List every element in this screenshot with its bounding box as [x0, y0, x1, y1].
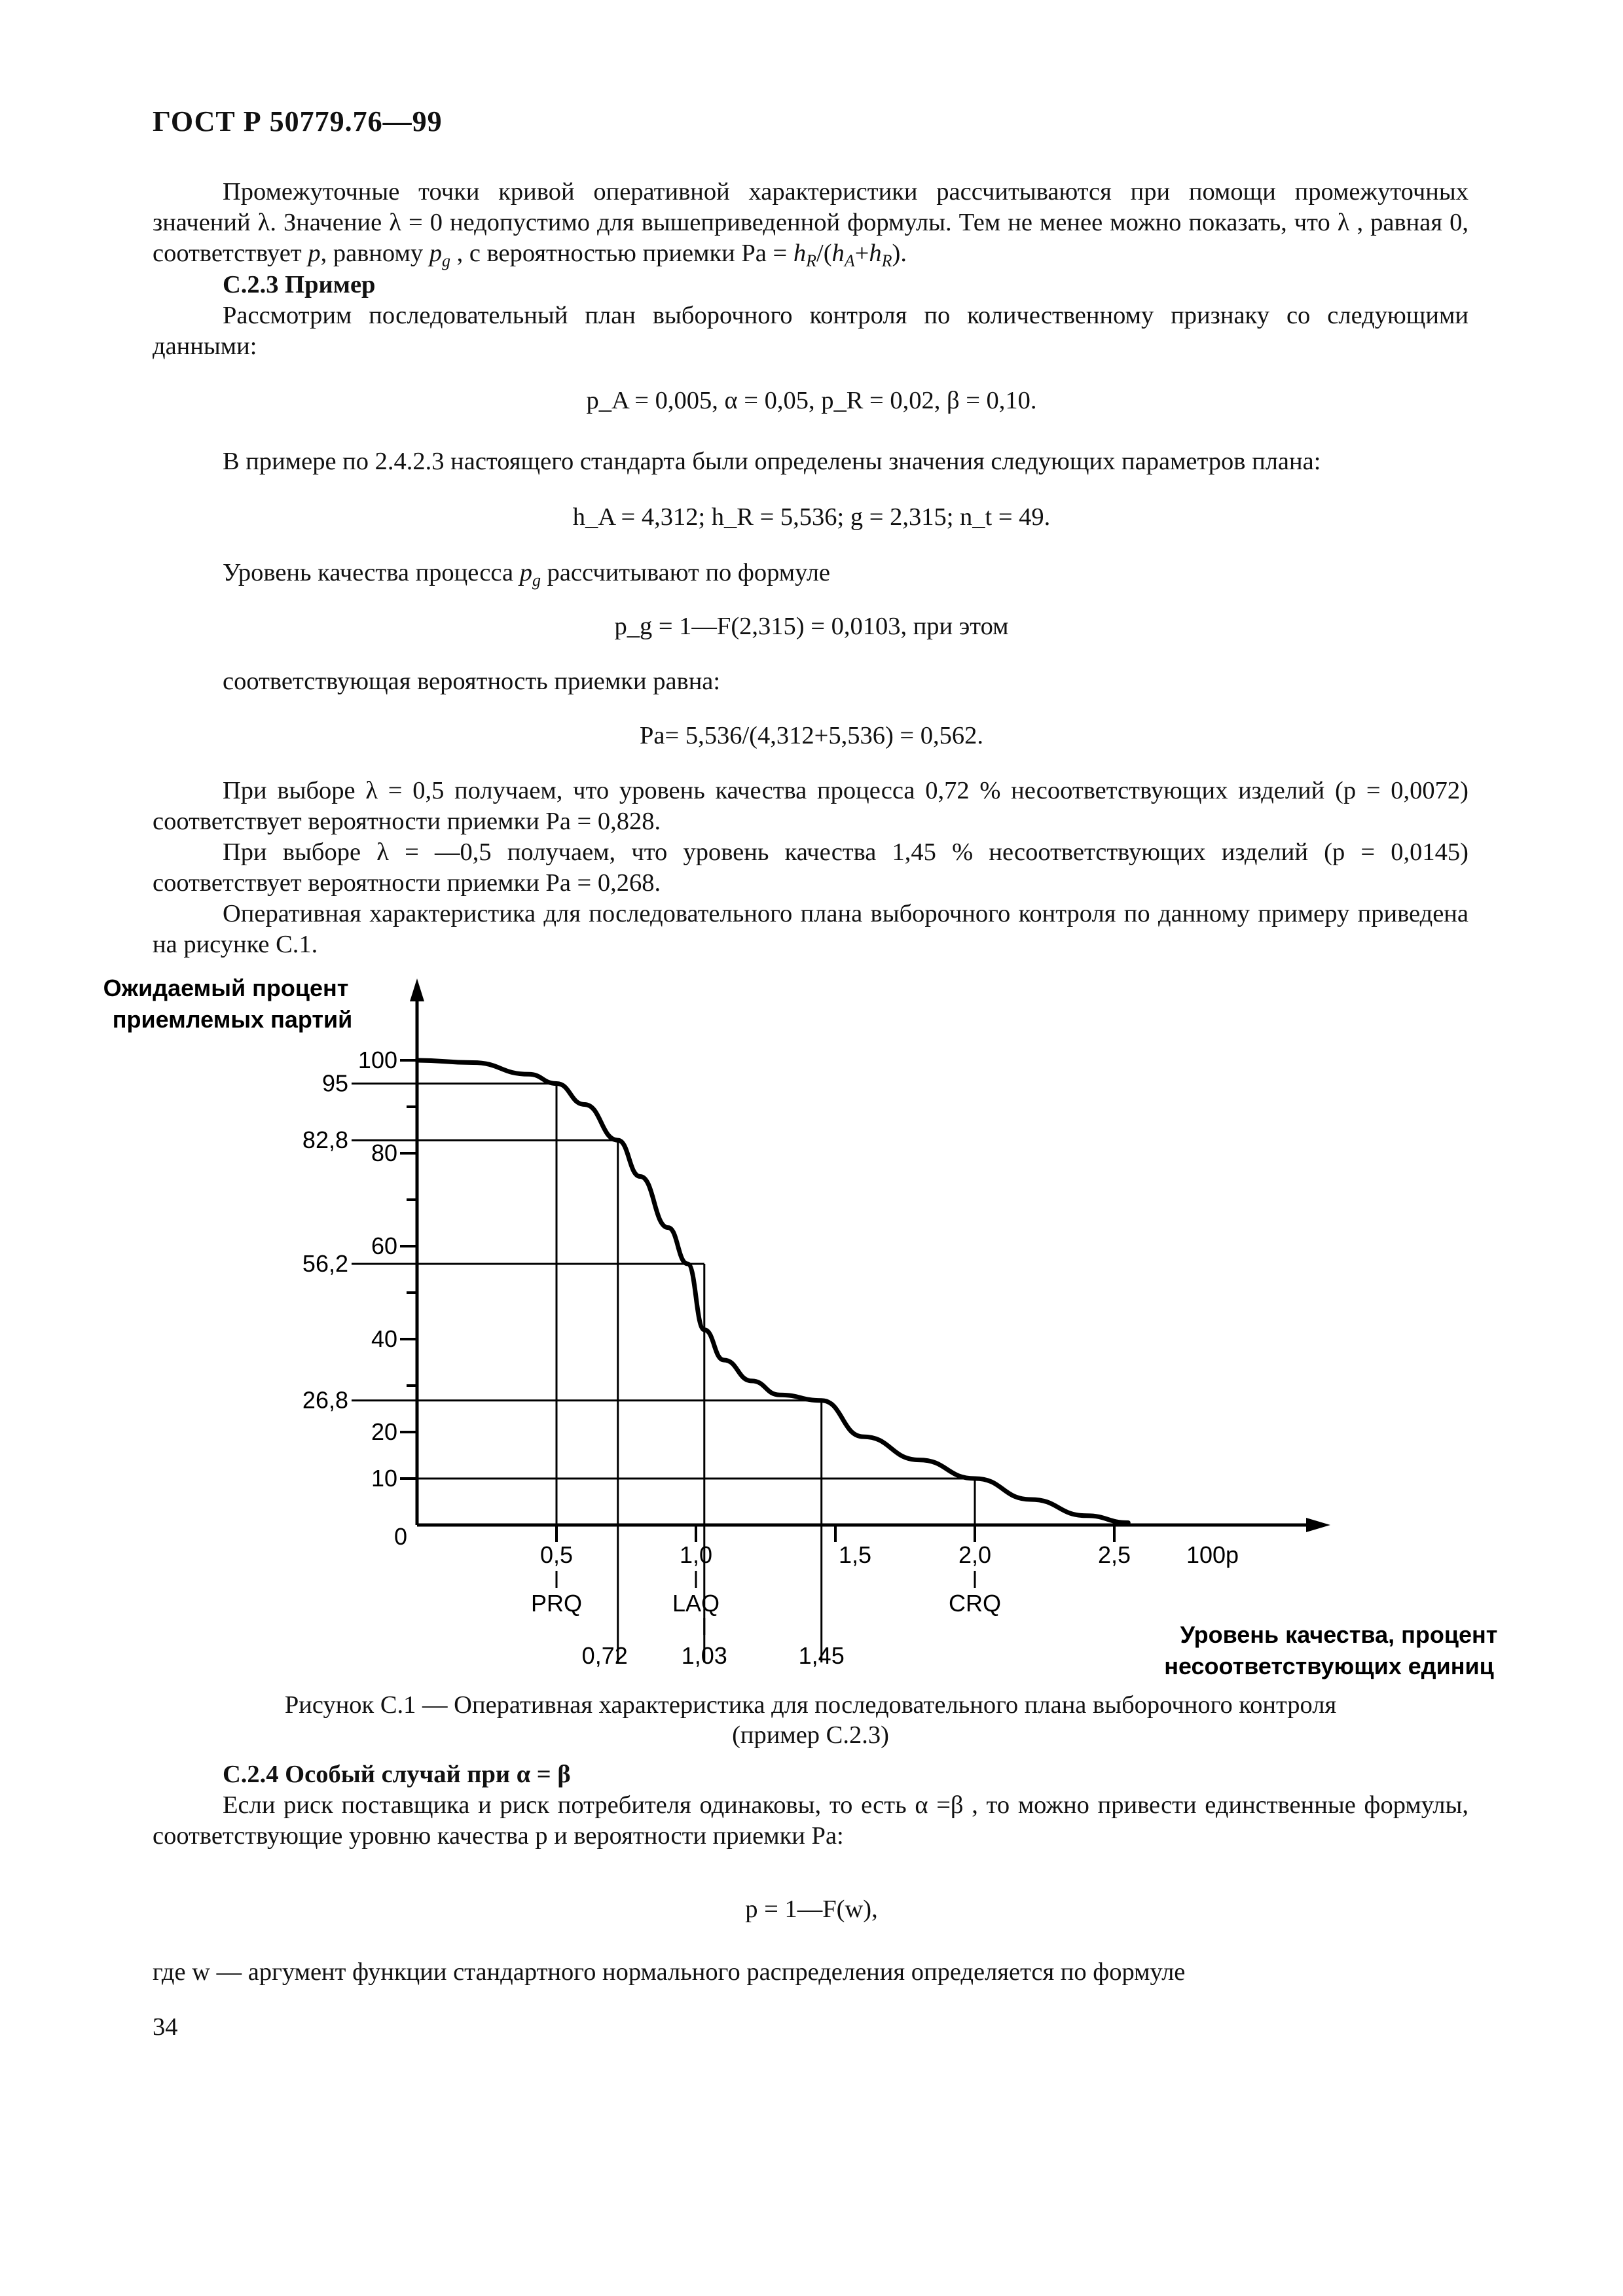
- x-axis-label-line-2: несоответствующих единиц: [1164, 1653, 1494, 1679]
- heading-c23: С.2.3 Пример: [223, 271, 376, 298]
- p1-text-b: , равному: [320, 240, 429, 267]
- y-tick-label: 80: [371, 1139, 397, 1166]
- y-tick-label: 100: [357, 1047, 397, 1073]
- y-marked-label: 82,8: [302, 1126, 348, 1154]
- formula-p-w: p = 1—F(w),: [745, 1895, 878, 1923]
- x-marked-label: 0,72: [581, 1642, 628, 1669]
- y-tick-label-zero: 0: [393, 1523, 407, 1550]
- p1-text-a: Промежуточные точки кривой оперативной характеристики рассчитываются при помощи промежуточных значений λ. Значение λ = 0 недопустимо для вышеприведенной формулы. Тем не менее можно показать, что λ , равная 0, соответствует: [153, 178, 1468, 267]
- formula-pg: p_g = 1—F(2,315) = 0,0103, при этом: [614, 613, 1009, 640]
- x-marker-label-laq: LAQ: [672, 1590, 720, 1617]
- x-tick-label: 1,5: [838, 1541, 872, 1568]
- p1-var-pg: p: [429, 240, 442, 267]
- formula-plan-parameters: h_A = 4,312; h_R = 5,536; g = 2,315; n_t = 49.: [572, 503, 1051, 531]
- page-number: 34: [153, 2013, 178, 2041]
- p1-sub-a: A: [844, 251, 855, 270]
- section-c23: [153, 270, 1468, 362]
- p4-text-b: рассчитывают по формуле: [540, 559, 831, 586]
- p1-var-ha: h: [831, 240, 845, 267]
- paragraph-example-text: В примере по 2.4.2.3 настоящего стандарта были определены значения следующих параметров плана:: [223, 448, 1321, 475]
- p1-plus: +: [854, 240, 869, 267]
- y-marked-label: 95: [321, 1069, 348, 1097]
- x-marked-label: 1,03: [681, 1642, 727, 1669]
- y-axis-arrow: [410, 978, 424, 1001]
- y-tick-label: 10: [371, 1465, 397, 1492]
- paragraph-example: [153, 446, 1468, 477]
- section-c24: [153, 1759, 1468, 1852]
- paragraph-where-w-text: где w — аргумент функции стандартного нормального распределения определяется по формуле: [153, 1958, 1186, 1986]
- x-marker-label-crq: CRQ: [949, 1590, 1001, 1617]
- x-tick-label: 2,5: [1097, 1541, 1131, 1568]
- paragraph-consider-plan: Рассмотрим последовательный план выборочного контроля по количественному признаку со следующими данными:: [153, 302, 1468, 360]
- x-marker-label-prq: PRQ: [530, 1590, 583, 1617]
- paragraph-acceptance-text: соответствующая вероятность приемки равна:: [223, 668, 721, 695]
- document-header: ГОСТ Р 50779.76—99: [153, 105, 443, 137]
- oc-curve: [417, 1060, 1128, 1522]
- x-tick-label: 2,0: [958, 1541, 992, 1568]
- p1-sub-g: g: [441, 251, 450, 270]
- figure-caption: [153, 1690, 1468, 1750]
- p1-text-d: /(: [816, 240, 832, 267]
- y-tick-label: 20: [371, 1418, 397, 1445]
- p1-text-c: , с вероятностью приемки Pa =: [450, 240, 793, 267]
- y-marked-label: 26,8: [302, 1386, 348, 1414]
- x-axis-label-line-1: Уровень качества, процент: [1180, 1621, 1498, 1648]
- x-tick-label: 0,5: [539, 1541, 574, 1568]
- heading-c24: С.2.4 Особый случай при α = β: [223, 1761, 571, 1788]
- x-axis-arrow: [1306, 1518, 1330, 1532]
- paragraph-equal-risk: Если риск поставщика и риск потребителя одинаковы, то есть α =β , то можно привести единственные формулы, соответствующие уровню качества p и вероятности приемки Pa:: [153, 1791, 1468, 1850]
- y-marked-label: 56,2: [302, 1249, 348, 1277]
- p1-sub-r: R: [806, 251, 816, 270]
- paragraph-lambda-positive: При выборе λ = 0,5 получаем, что уровень качества процесса 0,72 % несоответствующих изделий (p = 0,0072) соответствует вероятности приемки Pa = 0,828.: [153, 777, 1468, 835]
- p1-sub-r2: R: [881, 251, 892, 270]
- figure-caption-line-1: Рисунок С.1 — Оперативная характеристика для последовательного плана выборочного контроля: [284, 1691, 1337, 1719]
- paragraph-oc-reference: Оперативная характеристика для последовательного плана выборочного контроля по данному примеру приведена на рисунке С.1.: [153, 900, 1468, 958]
- formula-pa: Pa= 5,536/(4,312+5,536) = 0,562.: [640, 722, 983, 749]
- figure-caption-line-2: (пример С.2.3): [732, 1721, 889, 1749]
- p1-var-p: p: [308, 240, 321, 267]
- x-tick-label: 1,0: [679, 1541, 713, 1568]
- paragraph-acceptance: [153, 666, 1468, 697]
- y-axis-label-line-2: приемлемых партий: [112, 1006, 353, 1033]
- formula-plan-data: p_A = 0,005, α = 0,05, p_R = 0,02, β = 0,10.: [586, 387, 1037, 414]
- paragraph-process-level: Уровень качества процесса $p_g$ рассчитывают по формуле: [223, 559, 831, 590]
- p1-var-hr: h: [793, 240, 807, 267]
- p1-text-e: ).: [892, 240, 907, 267]
- paragraph-where-w: [153, 1957, 1468, 1988]
- paragraph-intermediate-points: [153, 177, 1468, 276]
- x-unit-label: 100p: [1186, 1541, 1239, 1568]
- paragraphs-lambda: [153, 776, 1468, 960]
- y-tick-label: 40: [371, 1325, 397, 1352]
- oc-chart: [0, 962, 1623, 1682]
- y-tick-label: 60: [371, 1232, 397, 1259]
- x-marked-label: 1,45: [798, 1642, 845, 1669]
- p1-var-hr2: h: [869, 240, 882, 267]
- paragraph-lambda-negative: При выборе λ = —0,5 получаем, что уровень качества 1,45 % несоответствующих изделий (p = 0,0145) соответствует вероятности приемки Pa = 0,268.: [153, 838, 1468, 897]
- y-axis-label-line-1: Ожидаемый процент: [103, 975, 349, 1001]
- p4-text-a: Уровень качества процесса: [223, 559, 520, 586]
